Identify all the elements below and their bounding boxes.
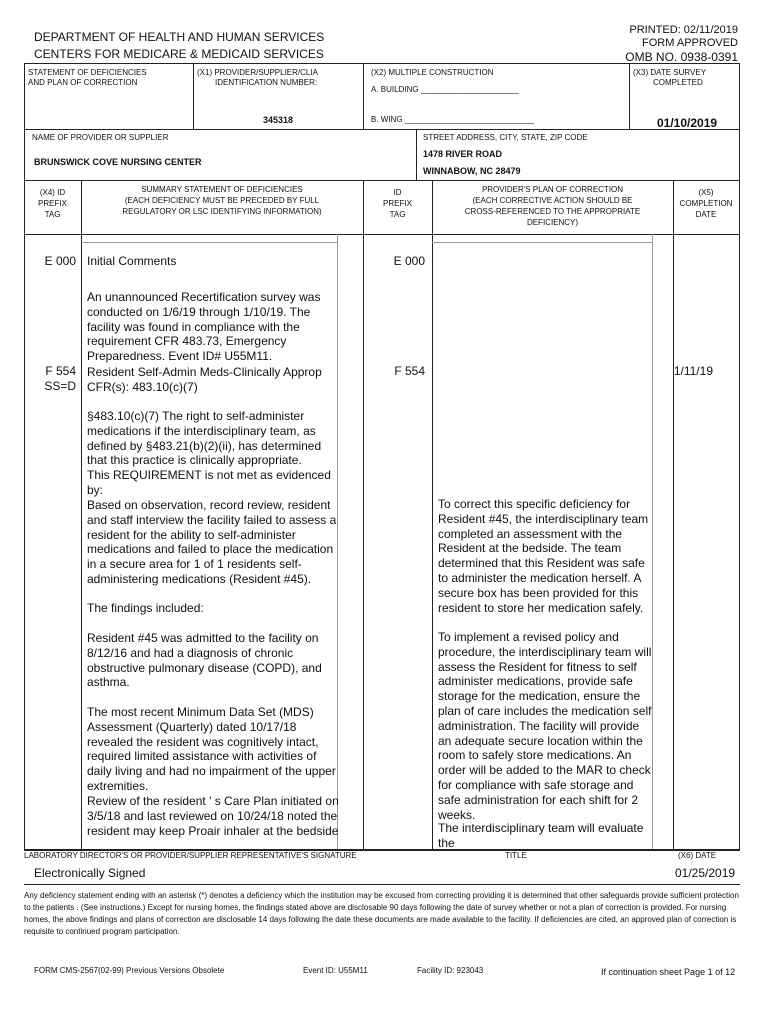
frame-right [739,63,740,850]
id-header-line: ID [393,188,402,197]
frame-top [24,63,740,64]
id-e000: E 000 [393,254,425,268]
x5-header-line: DATE [695,210,717,219]
column-divider [432,180,433,849]
summary-column [87,290,339,839]
plan-header-line: CROSS-REFERENCED TO THE APPROPRIATE [464,207,641,216]
x1-label-2: IDENTIFICATION NUMBER: [215,78,318,87]
agency-title: CENTERS FOR MEDICARE & MEDICAID SERVICES [34,47,324,61]
summary-paragraph: The most recent Minimum Data Set (MDS) Assessment (Quarterly) dated 10/17/18 revealed the resident was cognitively intact, required limited assistance with activities of daily living and had no impairment of the upper extremities. [87,705,336,793]
title-label: TITLE [505,851,527,860]
plan-header-line: PROVIDER'S PLAN OF CORRECTION [481,185,624,194]
wing-label: B. WING _____________________________ [371,115,534,124]
summary-header-line: SUMMARY STATEMENT OF DEFICIENCIES [141,185,303,194]
id-header-line: TAG [389,210,406,219]
summary-header-line: REGULATORY OR LSC IDENTIFYING INFORMATION) [122,207,322,216]
plan-column [438,497,652,850]
city-state-zip: WINNABOW, NC 28479 [423,166,521,176]
facility-id: Facility ID: 923043 [417,966,484,975]
column-divider [81,180,82,849]
summary-paragraph: This REQUIREMENT is not met as evidenced by: [87,468,331,497]
divider [24,234,740,235]
divider [629,63,630,129]
department-title: DEPARTMENT OF HEALTH AND HUMAN SERVICES [34,30,325,44]
provider-name: BRUNSWICK COVE NURSING CENTER [34,157,202,167]
plan-header-line: DEFICIENCY) [526,218,579,227]
tag-f554: F 554 [45,364,76,378]
guide-line [81,242,337,243]
x1-label-1: (X1) PROVIDER/SUPPLIER/CLIA [197,68,318,77]
divider [363,63,364,129]
plan-paragraph: To implement a revised policy and procedure, the interdisciplinary team will assess the Resident for fitness to self administer medications, provide safe storage for the medication, ensure the plan of care includes the medication self administration. The facility will provide an adequate secure location within the room to safely store medications. An order will be added to the MAR to check for compliance with safe storage and safe administration for each shift for 2 weeks. [438,630,652,822]
address-label: STREET ADDRESS, CITY, STATE, ZIP CODE [423,133,588,142]
statement-label-2: AND PLAN OF CORRECTION [28,78,138,87]
printed-date: PRINTED: 02/11/2019 [629,24,738,36]
form-approved: FORM APPROVED [642,37,738,49]
frame-left [24,63,25,850]
guide-line [652,234,653,849]
x5-header-line: COMPLETION [679,199,733,208]
summary-header-line: (EACH DEFICIENCY MUST BE PRECEDED BY FULL [124,196,320,205]
plan-paragraph: The interdisciplinary team will evaluate the [438,821,644,850]
summary-header [81,184,363,217]
x2-label: (X2) MULTIPLE CONSTRUCTION [371,68,494,77]
summary-paragraph: Resident #45 was admitted to the facility on 8/12/16 and had a diagnosis of chronic obstructive pulmonary disease (COPD), and asthma. [87,631,322,690]
completion-date-f554: 1/11/19 [673,364,713,378]
column-divider [673,180,674,849]
plan-header-line: (EACH CORRECTIVE ACTION SHOULD BE [472,196,633,205]
survey-completed-date: 01/10/2019 [657,116,718,130]
building-label: A. BUILDING ______________________ [371,85,519,94]
plan-header [432,184,673,228]
event-id: Event ID: U55M11 [303,966,368,975]
signature-label: LABORATORY DIRECTOR'S OR PROVIDER/SUPPLIER REPRESENTATIVE'S SIGNATURE [24,851,357,860]
deficiency-title: Resident Self-Admin Meds-Clinically Approp CFR(s): 483.10(c)(7) [87,365,322,394]
x3-label-1: (X3) DATE SURVEY [633,68,707,77]
divider [416,129,417,180]
scope-severity: SS=D [44,379,76,393]
omb-number: OMB NO. 0938-0391 [625,50,738,64]
plan-paragraph: To correct this specific deficiency for Resident #45, the interdisciplinary team completed an assessment with the Resident at the bedside. The team determined that this Resident was safe to administer the medication herself. A secure box has been provided for this resident to store her medication safely. [438,497,649,615]
summary-paragraph: §483.10(c)(7) The right to self-administer medications if the interdisciplinary team, as defined by §483.21(b)(2)(ii), has determined that this practice is clinically appropriate. [87,409,322,468]
statement-label-1: STATEMENT OF DEFICIENCIES [28,68,147,77]
page-indicator: If continuation sheet Page 1 of 12 [601,967,736,977]
signature-date: 01/25/2019 [675,866,736,880]
x3-label-2: COMPLETED [653,78,703,87]
summary-paragraph: Review of the resident ' s Care Plan initiated on 3/5/18 and last reviewed on 10/24/18 noted the resident may keep Proair inhaler at the bedside [87,794,339,838]
summary-paragraph: The findings included: [87,601,204,615]
id-prefix-header [363,187,432,220]
provider-name-label: NAME OF PROVIDER OR SUPPLIER [32,133,169,142]
divider [24,180,740,181]
signature-bottom [24,884,740,885]
x4-header-line: TAG [44,210,61,219]
tag-e000: E 000 [44,254,76,268]
street-address: 1478 RIVER ROAD [423,149,503,159]
signature-value: Electronically Signed [34,866,146,880]
x5-header-line: (X5) [698,188,714,197]
form-number: FORM CMS-2567(02-99) Previous Versions Obsolete [34,966,225,975]
initial-comments-heading: Initial Comments [87,254,177,268]
id-f554: F 554 [394,364,425,378]
provider-number: 345318 [262,115,294,125]
x6-date-label: (X6) DATE [678,851,717,860]
summary-paragraph: Based on observation, record review, resident and staff interview the facility failed to assess a resident for the ability to self-administer medications and failed to place the medication in a secure area for 1 of 1 residents self-administering medications (Resident #45). [87,498,337,586]
x4-header-line: PREFIX [38,199,67,208]
disclaimer-text: Any deficiency statement ending with an asterisk (*) denotes a deficiency which the institution may be excused from correcting providing it is determined that other safeguards provide sufficient protection to the patients . (See instructions.) Except for nursing homes, the findings stated above are disclosable 90 days following the date of survey whether or not a plan of correction is provided. For nursing homes, the above findings and plans of correction are disclosable 14 days following the date these documents are made available to the facility. If deficiencies are cited, an approved plan of correction is requisite to continued program participation. [24,891,739,936]
summary-paragraph: An unannounced Recertification survey was conducted on 1/6/19 through 1/10/19. The facility was found in compliance with the requirement CFR 483.73, Emergency Preparedness. Event ID# U55M11. [87,290,321,364]
x4-header [24,187,81,220]
column-divider [363,180,364,849]
divider [24,129,740,130]
guide-line [432,242,652,243]
x4-header-line: (X4) ID [39,188,66,197]
id-header-line: PREFIX [383,199,412,208]
x5-header [673,187,739,220]
